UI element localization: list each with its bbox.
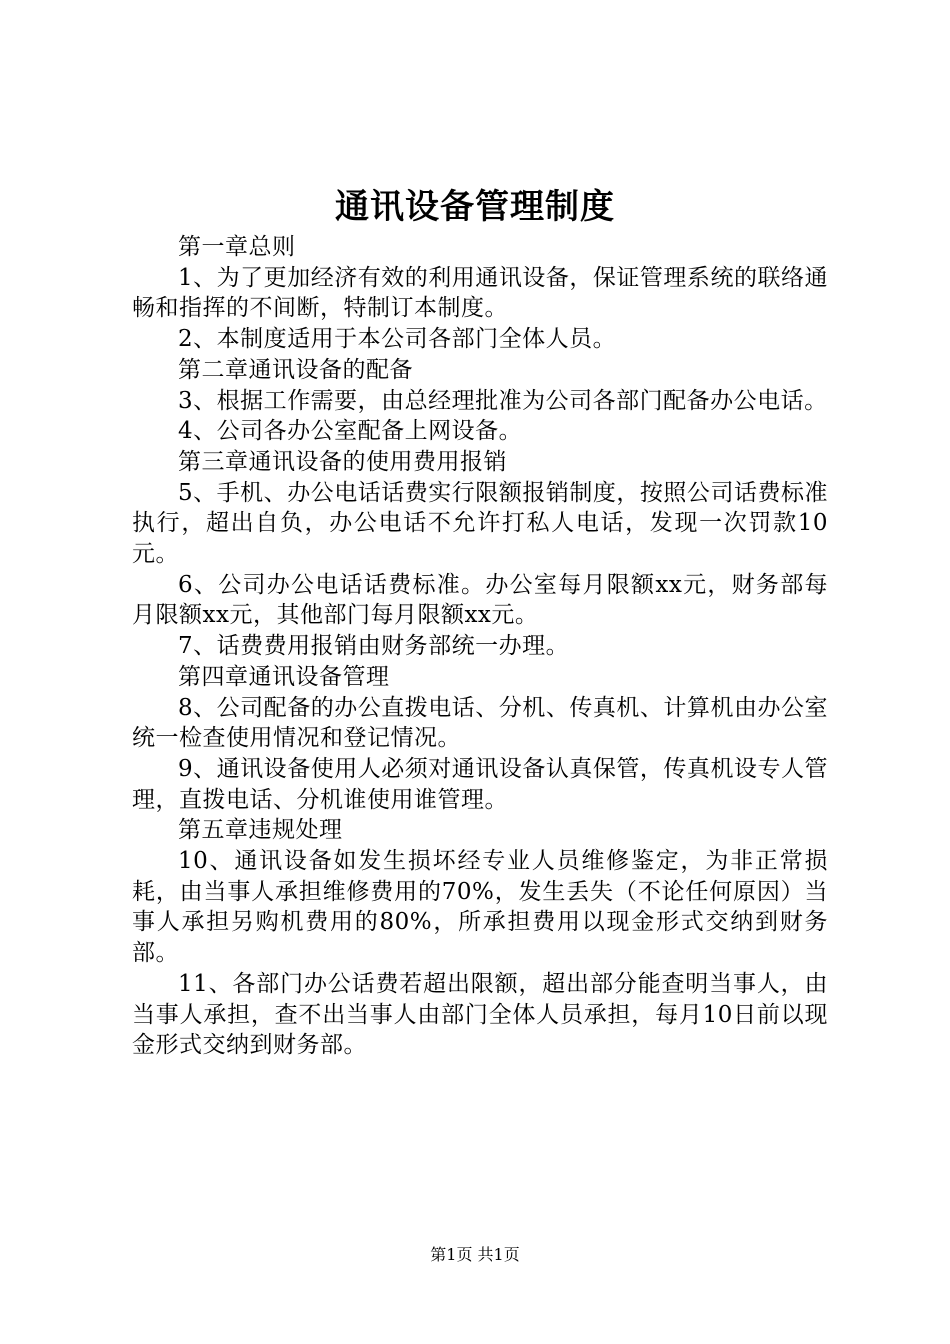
chapter-heading: 第四章通讯设备管理 [178,663,390,690]
article-paragraph: 11、各部门办公话费若超出限额，超出部分能查明当事人，由当事人承担，查不出当事人由部门全体人员承担，每月10日前以现金形式交纳到财务部。 [132,970,828,1059]
article-paragraph: 5、手机、办公电话话费实行限额报销制度，按照公司话费标准执行，超出自负，办公电话不允许打私人电话，发现一次罚款10元。 [132,479,828,568]
document-body [132,232,828,1061]
article-paragraph: 10、通讯设备如发生损坏经专业人员维修鉴定，为非正常损耗，由当事人承担维修费用的70%，发生丢失（不论任何原因）当事人承担另购机费用的80%，所承担费用以现金形式交纳到财务部。 [132,848,828,967]
chapter-heading: 第五章违规处理 [178,817,343,844]
article-paragraph: 1、为了更加经济有效的利用通讯设备，保证管理系统的联络通畅和指挥的不间断，特制订本制度。 [132,264,828,322]
document-title: 通讯设备管理制度 [335,187,615,227]
article-paragraph: 9、通讯设备使用人必须对通讯设备认真保管，传真机设专人管理，直拨电话、分机谁使用谁管理。 [132,755,828,813]
article-paragraph: 7、话费费用报销由财务部统一办理。 [178,633,570,660]
chapter-heading: 第二章通讯设备的配备 [178,356,413,383]
article-paragraph: 3、根据工作需要，由总经理批准为公司各部门配备办公电话。 [178,387,828,414]
chapter-heading: 第三章通讯设备的使用费用报销 [178,448,507,475]
article-paragraph: 6、公司办公电话话费标准。办公室每月限额xx元，财务部每月限额xx元，其他部门每月限额xx元。 [132,571,828,629]
article-paragraph: 4、公司各办公室配备上网设备。 [178,418,523,445]
chapter-heading: 第一章总则 [178,234,296,260]
article-paragraph: 2、本制度适用于本公司各部门全体人员。 [178,326,617,353]
page-footer: 第1页 共1页 [430,1245,520,1264]
article-paragraph: 8、公司配备的办公直拨电话、分机、传真机、计算机由办公室统一检查使用情况和登记情况。 [132,694,828,752]
